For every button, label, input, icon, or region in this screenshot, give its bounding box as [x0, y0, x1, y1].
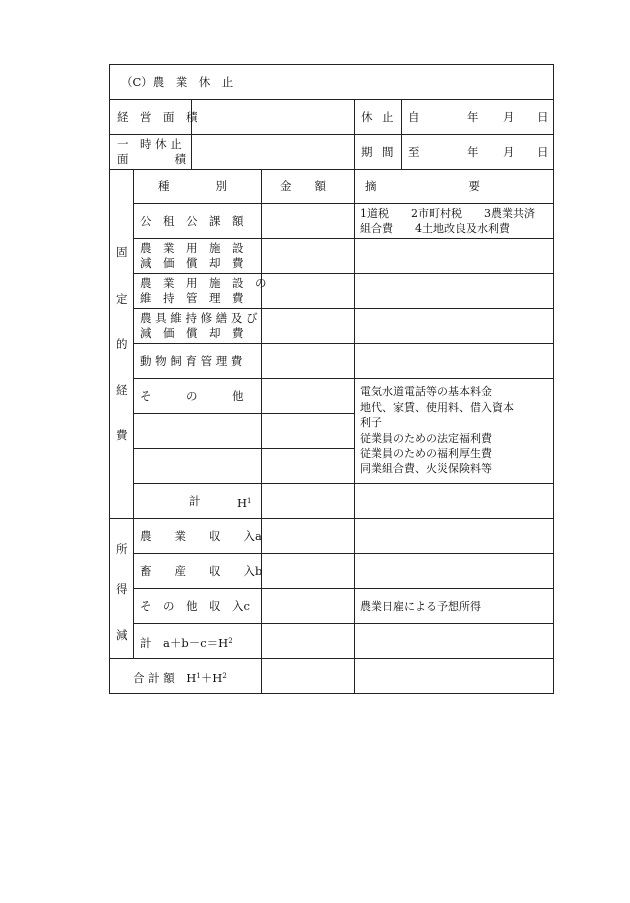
rule-amount-summary — [354, 169, 355, 694]
grand-total-formula: 合 計 額 $H^1+H^2$ — [133, 671, 227, 685]
from-year: 年 — [467, 110, 479, 124]
from-month: 月 — [503, 110, 515, 124]
row-facility-depreciation-kind-1: 農 業 用 施 設 — [140, 241, 244, 255]
rule-section-label — [133, 169, 134, 658]
row-facility-maintenance-kind-2: 維 持 管 理 費 — [140, 291, 244, 305]
rule-fixed-3 — [133, 308, 554, 309]
row-other-income-summary: 農業日雇による予想所得 — [360, 600, 481, 613]
row-other-summary-6: 同業組合費、火災保険料等 — [360, 462, 492, 475]
income-decrease-label-3: 減 — [116, 628, 128, 642]
rule-fixed-8 — [133, 483, 554, 484]
grand-total-subscript-1: 1 — [196, 672, 201, 680]
suspension-label-1: 休 — [361, 110, 373, 124]
row-facility-maintenance-kind-1: 農 業 用 施 設 の — [140, 276, 267, 290]
row-facility-depreciation-kind-2: 減 価 償 却 費 — [140, 256, 244, 270]
period-label-2: 間 — [382, 145, 394, 159]
rule-area-mid — [109, 134, 554, 135]
management-area-label: 経 営 面 積 — [117, 110, 198, 124]
row-other-summary-3: 利子 — [360, 416, 382, 429]
fixed-cost-label-2: 定 — [116, 292, 128, 306]
fixed-total-symbol: $H^1$ — [237, 496, 252, 510]
row-other-kind: そ の 他 — [140, 389, 244, 403]
income-total-formula: 計 $a+b-c=H^2$ — [140, 636, 233, 650]
rule-fixed-5 — [133, 378, 554, 379]
rule-bottom — [109, 693, 554, 694]
row-other-income-kind: そ の 他 収 入c — [140, 599, 250, 613]
temp-area-label-line2: 面 積 — [117, 152, 186, 166]
rule-income-bottom — [109, 658, 554, 659]
rule-top — [109, 64, 554, 65]
fixed-cost-label-5: 費 — [116, 428, 128, 442]
temp-area-value[interactable] — [194, 138, 352, 166]
rule-income-2 — [133, 588, 554, 589]
management-area-value[interactable] — [194, 103, 352, 131]
to-day: 日 — [537, 145, 549, 159]
rule-income-3 — [133, 623, 554, 624]
rule-colhead-bottom — [133, 203, 554, 204]
row-animal-care-kind: 動 物 飼 育 管 理 費 — [140, 354, 243, 368]
row-public-tax-summary-1: 1道税 2市町村税 3農業共済 — [360, 207, 535, 220]
rule-income-1 — [133, 553, 554, 554]
column-summary: 摘 要 — [365, 179, 480, 193]
period-label-1: 期 — [361, 145, 373, 159]
suspension-label-2: 止 — [382, 110, 394, 124]
from-label: 自 — [408, 110, 420, 124]
rule-header-bottom — [109, 169, 554, 170]
fixed-cost-label-1: 固 — [116, 245, 128, 259]
rule-header-suspension — [354, 99, 355, 169]
rule-left — [109, 64, 110, 694]
row-tool-repair-kind-2: 減 価 償 却 費 — [140, 326, 244, 340]
rule-right — [553, 64, 554, 694]
row-public-tax-summary-2: 組合費 4土地改良及水利費 — [360, 222, 510, 235]
column-amount: 金 額 — [280, 179, 326, 193]
income-decrease-label-2: 得 — [116, 582, 128, 596]
column-kind: 種 別 — [158, 179, 227, 193]
fixed-total-label: 計 — [189, 494, 201, 508]
row-livestock-income-kind: 畜 産 収 入b — [140, 564, 263, 578]
income-decrease-label-1: 所 — [116, 542, 128, 556]
to-label: 至 — [408, 145, 420, 159]
rule-header-date — [401, 99, 402, 169]
row-public-tax-kind: 公 租 公 課 額 — [140, 214, 244, 228]
row-other-summary-1: 電気水道電話等の基本料金 — [360, 385, 492, 398]
rule-fixed-6 — [133, 413, 354, 414]
temp-area-label-line1: 一 時 休 止 — [117, 137, 182, 151]
to-month: 月 — [503, 145, 515, 159]
row-other-summary-2: 地代、家賃、使用料、借入資本 — [360, 401, 514, 414]
rule-title-bottom — [109, 99, 554, 100]
rule-fixed-2 — [133, 273, 554, 274]
rule-fixed-bottom — [109, 518, 554, 519]
fixed-total-subscript: 1 — [247, 497, 252, 505]
rule-fixed-7 — [133, 448, 354, 449]
from-day: 日 — [537, 110, 549, 124]
row-other-summary-5: 従業員のための福利厚生費 — [360, 447, 492, 460]
row-other-summary-4: 従業員のための法定福利費 — [360, 432, 492, 445]
fixed-cost-label-4: 経 — [116, 383, 128, 397]
row-farm-income-kind: 農 業 収 入a — [140, 529, 262, 543]
fixed-cost-label-3: 的 — [116, 337, 128, 351]
income-total-subscript: 2 — [228, 637, 233, 645]
rule-kind-amount — [261, 169, 262, 694]
rule-fixed-1 — [133, 238, 554, 239]
row-tool-repair-kind-1: 農 具 維 持 修 繕 及 び — [140, 311, 258, 325]
grand-total-subscript-2: 2 — [222, 672, 227, 680]
rule-fixed-4 — [133, 343, 554, 344]
form-title: （C）農 業 休 止 — [121, 75, 234, 89]
to-year: 年 — [467, 145, 479, 159]
